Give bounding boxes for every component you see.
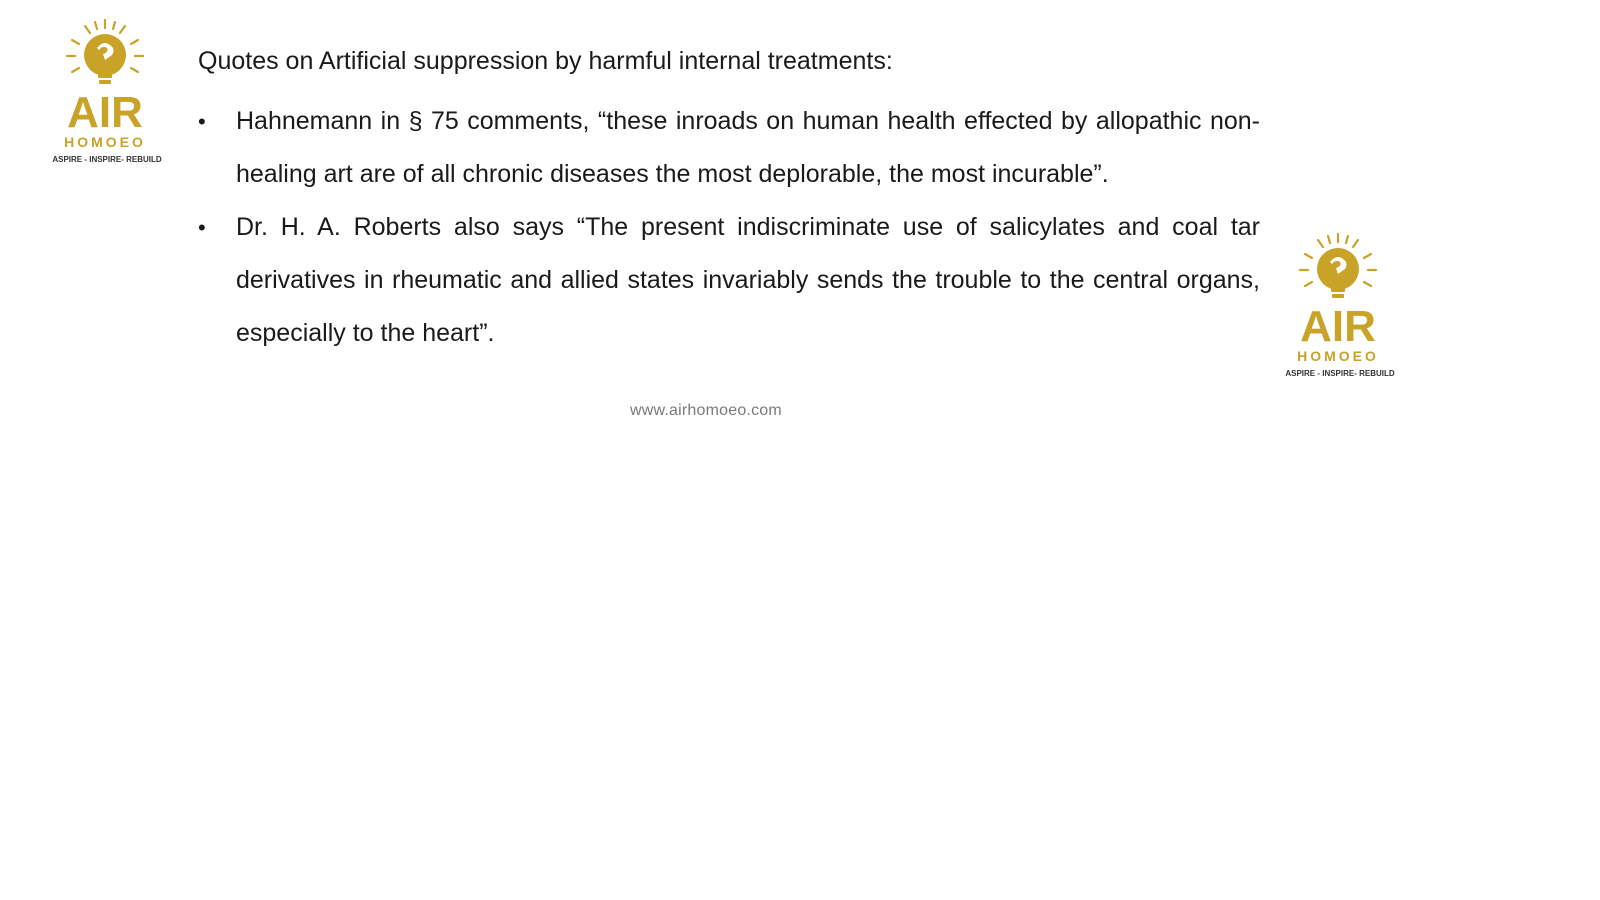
logo-tagline: ASPIRE - INSPIRE- REBUILD [1285, 369, 1395, 378]
quote-item-hahnemann [198, 95, 1260, 201]
quote-item-roberts [198, 201, 1260, 360]
slide-heading: Quotes on Artificial suppression by harmful internal treatments: [198, 47, 893, 75]
air-homoeo-logo [45, 14, 175, 174]
bullet-icon: • [198, 109, 206, 134]
logo-tagline: ASPIRE - INSPIRE- REBUILD [52, 155, 162, 164]
website-url: www.airhomoeo.com [630, 402, 782, 419]
logo-lightbulb-icon [1278, 228, 1408, 388]
quote-text: Hahnemann in § 75 comments, “these inroads on human health effected by allopathic non-healing art are of all chronic diseases the most deplorable, the most incurable”. [236, 107, 1260, 188]
logo-subtitle: HOMOEO [64, 134, 146, 150]
logo-lightbulb-icon [45, 14, 175, 174]
logo-subtitle: HOMOEO [1297, 348, 1379, 364]
logo-wordmark: AIR [1300, 302, 1376, 351]
quote-list [198, 95, 1260, 360]
air-homoeo-logo [1278, 228, 1408, 388]
bullet-icon: • [198, 215, 206, 240]
quote-text: Dr. H. A. Roberts also says “The present indiscriminate use of salicylates and coal tar derivatives in rheumatic and allied states invariably sends the trouble to the central organs, especially to the heart”. [236, 213, 1260, 347]
logo-wordmark: AIR [67, 88, 143, 137]
